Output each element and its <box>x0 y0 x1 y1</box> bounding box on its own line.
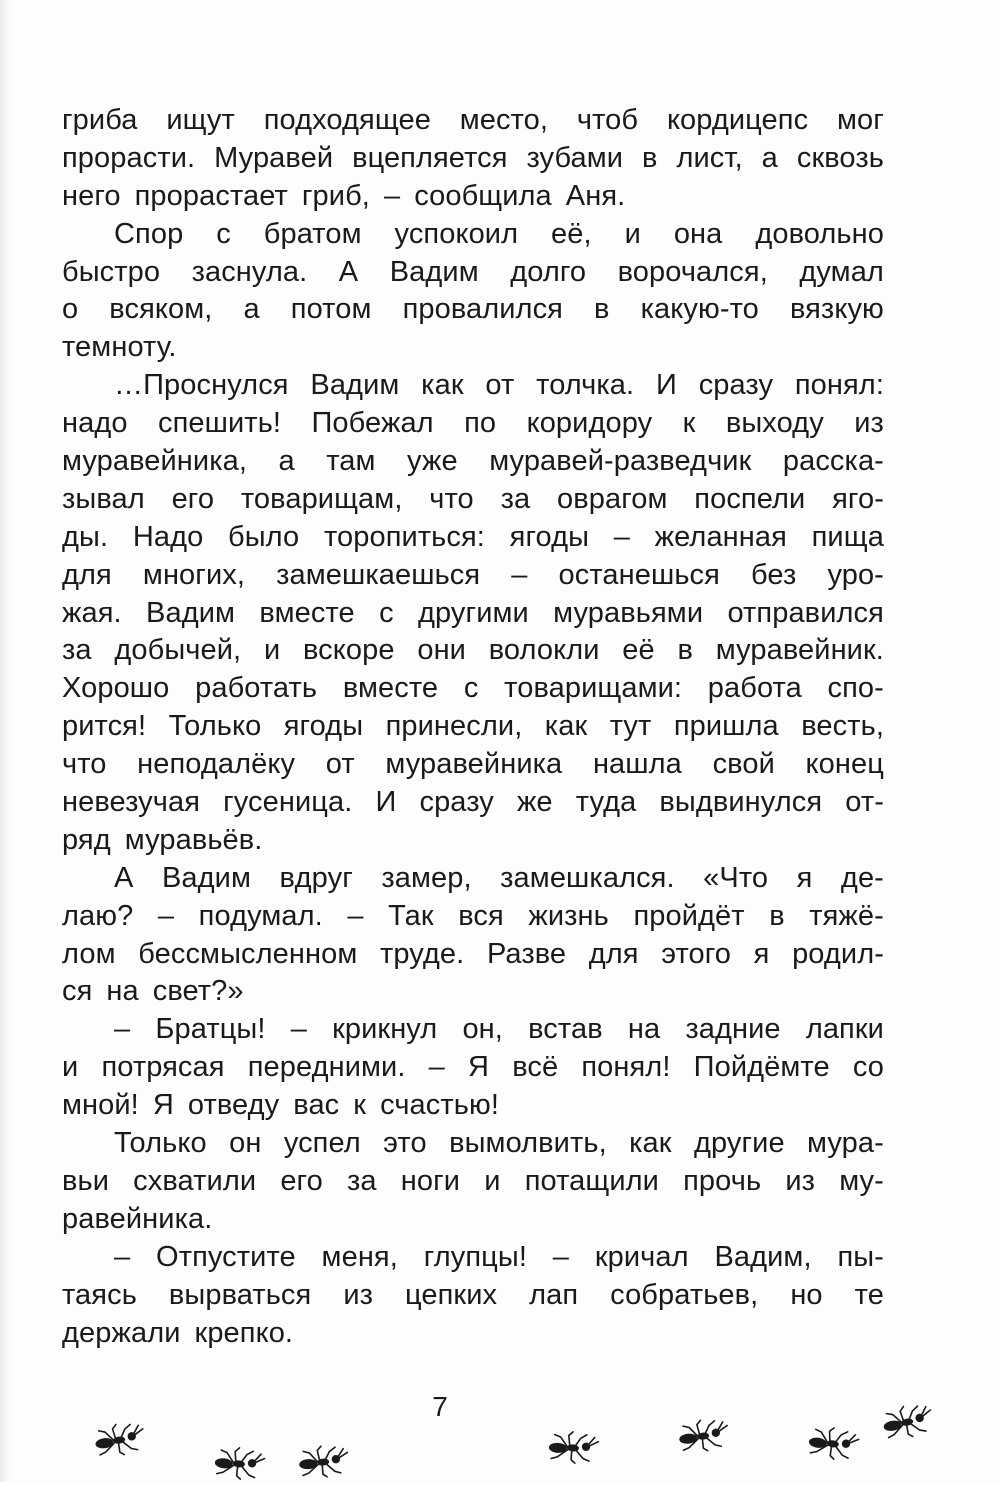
word: Аня. <box>565 179 626 212</box>
word: в <box>642 141 658 174</box>
word: цепких <box>405 1278 498 1311</box>
word: Разве <box>486 937 567 970</box>
word: этого <box>661 937 732 970</box>
word: к <box>353 1089 367 1122</box>
word: с <box>463 672 479 705</box>
word: лом <box>62 937 116 970</box>
word: по <box>464 407 497 440</box>
word: за <box>500 482 531 515</box>
word: – <box>347 899 364 932</box>
text-line <box>62 1163 884 1201</box>
word: счастью! <box>380 1089 499 1122</box>
word: Хорошо <box>62 672 170 705</box>
word: спо- <box>827 672 884 705</box>
word: держали <box>62 1316 181 1349</box>
word: Братцы! <box>155 1013 266 1046</box>
word: замешкаешься <box>276 558 481 591</box>
word: многих, <box>142 558 246 591</box>
word: гриба <box>62 104 138 136</box>
word: и <box>484 1164 501 1197</box>
word: кричал <box>594 1240 689 1273</box>
word: за <box>62 634 92 667</box>
word: пища <box>811 520 884 553</box>
word: равейника. <box>62 1202 213 1235</box>
text-line <box>62 1277 884 1315</box>
word: жая. <box>62 596 122 629</box>
text-line <box>62 1049 884 1087</box>
word: а <box>761 141 778 174</box>
word: с <box>379 596 394 629</box>
word: как <box>629 1127 672 1160</box>
word: Отпустите <box>156 1240 296 1273</box>
word: Только <box>114 1127 207 1160</box>
word: муравейника, <box>62 445 248 478</box>
word: в <box>594 293 610 326</box>
word: муравьёв. <box>124 823 263 856</box>
word: на <box>106 975 139 1008</box>
word: успокоил <box>394 217 519 250</box>
text-line <box>62 519 884 557</box>
word: ягоды <box>283 710 364 743</box>
word: свет?» <box>152 975 244 1008</box>
word: добычей, <box>114 634 242 667</box>
word: Я <box>468 1051 490 1084</box>
word: вместе <box>259 596 355 629</box>
word: Я <box>152 1089 174 1122</box>
word: заснула. <box>191 255 308 288</box>
word: и <box>263 634 281 667</box>
word: ворочался, <box>617 255 768 288</box>
word: пройдёт <box>633 899 745 932</box>
word: – <box>383 179 401 212</box>
word: Только <box>168 710 262 743</box>
word: чтоб <box>576 104 639 136</box>
word: прочь <box>683 1164 762 1197</box>
word: вся <box>458 899 504 932</box>
word: – <box>114 1240 131 1273</box>
word: в <box>769 899 785 932</box>
word: Пойдёмте <box>693 1051 830 1084</box>
word: А <box>114 861 134 894</box>
word: муравейник. <box>715 634 884 667</box>
word: он, <box>462 1013 503 1046</box>
word: всяком, <box>109 293 213 326</box>
word: невезучая <box>62 786 201 819</box>
word: Вадим <box>389 255 479 288</box>
word: а <box>278 445 295 478</box>
word: Так <box>388 899 434 932</box>
word: там <box>326 445 376 478</box>
word: всё <box>512 1051 559 1084</box>
page-number: 7 <box>432 1391 448 1422</box>
word: останешься <box>558 558 720 591</box>
word: мной! <box>62 1089 139 1122</box>
word: его <box>280 1164 323 1197</box>
ant-icon <box>804 1422 864 1463</box>
word: надо <box>62 407 128 440</box>
text-line <box>62 1011 884 1049</box>
word: из <box>785 1164 816 1197</box>
word: на <box>627 1013 661 1046</box>
ant-icon <box>210 1443 269 1483</box>
word: яго- <box>832 482 884 515</box>
word: – <box>613 520 630 553</box>
word: нашла <box>592 748 682 781</box>
word: товарищам, <box>240 482 403 515</box>
word: Побежал <box>311 407 434 440</box>
word: лапки <box>805 1013 884 1046</box>
word: встав <box>528 1013 603 1046</box>
word: потрясая <box>101 1051 225 1084</box>
word: Вадим <box>146 596 236 629</box>
ant-icon <box>545 1428 603 1466</box>
word: мог <box>837 104 884 136</box>
word: без <box>751 558 797 591</box>
text-line <box>62 367 884 405</box>
word: от <box>325 748 355 781</box>
word: Спор <box>114 217 184 250</box>
text-line <box>62 254 884 292</box>
word: волокли <box>488 634 600 667</box>
word: вырваться <box>168 1278 312 1311</box>
word: довольно <box>755 217 884 250</box>
word: уро- <box>827 558 884 591</box>
word: выдвинулся <box>659 786 823 819</box>
word: муравейника <box>385 748 563 781</box>
page-edge-shadow <box>0 0 10 1482</box>
word: как <box>544 710 588 743</box>
word: от <box>485 369 515 402</box>
word: пы- <box>837 1240 884 1273</box>
word: задние <box>685 1013 781 1046</box>
word: прорастает <box>134 179 288 212</box>
word: – <box>114 1013 131 1046</box>
word: тут <box>609 710 652 743</box>
word: другими <box>418 596 529 629</box>
word: темноту. <box>62 331 177 364</box>
word: но <box>790 1278 823 1311</box>
word: муравьями <box>553 596 704 629</box>
word: А <box>338 255 359 288</box>
text-line <box>62 291 884 329</box>
text-line <box>62 1315 884 1353</box>
word: о <box>62 293 79 326</box>
word: Вадим <box>310 369 400 402</box>
paragraph <box>62 367 884 860</box>
word: зубами <box>526 141 624 174</box>
text-line <box>62 443 884 481</box>
word: работать <box>195 672 318 705</box>
paragraph <box>62 216 884 368</box>
word: лаю? <box>62 899 134 932</box>
word: понял! <box>581 1051 671 1084</box>
word: провалился <box>402 293 563 326</box>
word: его <box>171 482 215 515</box>
word: для <box>62 558 112 591</box>
word: думал <box>799 255 884 288</box>
word: подумал. <box>198 899 323 932</box>
word: она <box>673 217 723 250</box>
word: оврагом <box>557 482 668 515</box>
word: успел <box>283 1127 361 1160</box>
word: вцепляется <box>352 141 508 174</box>
word: ягоды <box>509 520 590 553</box>
word: вас <box>293 1089 340 1122</box>
word: вместе <box>342 672 439 705</box>
word: кордицепс <box>666 104 809 136</box>
word: муравей-разведчик <box>489 445 752 478</box>
word: как <box>421 369 464 402</box>
word: родил- <box>792 937 884 970</box>
ant-icon <box>674 1415 733 1455</box>
word: коридору <box>526 407 653 440</box>
text-line <box>62 1201 884 1239</box>
word: быстро <box>62 255 161 288</box>
word: замешкался. <box>500 861 675 894</box>
word: принесли, <box>385 710 523 743</box>
word: выходу <box>725 407 824 440</box>
word: весть, <box>801 710 884 743</box>
word: И <box>655 369 677 402</box>
word: для <box>588 937 639 970</box>
text-line <box>62 822 884 860</box>
word: за <box>346 1164 377 1197</box>
word: же <box>516 786 553 819</box>
text-line <box>62 1125 884 1163</box>
word: труде. <box>379 937 465 970</box>
paragraph <box>62 1011 884 1125</box>
word: рится! <box>62 710 147 743</box>
word: неподалёку <box>137 748 296 781</box>
word: толчка. <box>536 369 635 402</box>
word: меня, <box>321 1240 398 1273</box>
text-line <box>62 140 884 178</box>
word: ды. <box>62 520 109 553</box>
text-line <box>62 860 884 898</box>
word: Вадим, <box>714 1240 812 1273</box>
word: пришла <box>673 710 779 743</box>
word: те <box>854 1278 884 1311</box>
word: потащили <box>524 1164 659 1197</box>
word: место, <box>459 104 549 136</box>
word: вязкую <box>789 293 884 326</box>
word: гусеница. <box>223 786 353 819</box>
word: её <box>622 634 655 667</box>
word: отведу <box>187 1089 280 1122</box>
word: ся <box>62 975 93 1008</box>
paragraph <box>62 1239 884 1353</box>
word: братом <box>263 217 362 250</box>
word: долго <box>510 255 587 288</box>
word: товарищами: <box>504 672 683 705</box>
word: сразу <box>698 369 774 402</box>
word: отправился <box>727 596 884 629</box>
word: лап <box>529 1278 579 1311</box>
word: вскоре <box>303 634 395 667</box>
text-line <box>62 102 884 140</box>
word: с <box>216 217 231 250</box>
word: вьи <box>62 1164 110 1197</box>
word: жизнь <box>528 899 609 932</box>
text-line <box>62 405 884 443</box>
word: собратьев, <box>610 1278 759 1311</box>
word: другие <box>693 1127 785 1160</box>
word: вымолвить, <box>449 1127 607 1160</box>
text-line <box>62 178 884 216</box>
word: уже <box>407 445 458 478</box>
word: понял: <box>794 369 884 402</box>
word: торопиться: <box>323 520 485 553</box>
word: я <box>796 861 813 894</box>
word: к <box>682 407 696 440</box>
word: подходящее <box>263 104 431 136</box>
word: ноги <box>400 1164 461 1197</box>
word: и <box>62 1051 79 1084</box>
word: какую-то <box>640 293 759 326</box>
word: они <box>417 634 466 667</box>
word: ищут <box>166 104 235 136</box>
word: сразу <box>419 786 494 819</box>
word: сквозь <box>796 141 884 174</box>
word: бессмысленном <box>138 937 358 970</box>
word: му- <box>839 1164 884 1197</box>
paragraph <box>62 102 884 216</box>
word: передними. <box>247 1051 406 1084</box>
word: – <box>157 899 175 932</box>
text-line <box>62 1087 884 1125</box>
ant-icon <box>295 1442 353 1480</box>
text-line <box>62 670 884 708</box>
word: – <box>552 1240 570 1273</box>
word: – <box>511 558 528 591</box>
word: туда <box>575 786 637 819</box>
word: замер, <box>381 861 472 894</box>
word: из <box>343 1278 374 1311</box>
word: – <box>290 1013 307 1046</box>
text-line <box>62 632 884 670</box>
word: работа <box>707 672 802 705</box>
paragraph <box>62 1125 884 1239</box>
ant-border <box>0 1400 1000 1482</box>
word: глупцы! <box>423 1240 527 1273</box>
word: что <box>62 748 107 781</box>
word: желанная <box>654 520 787 553</box>
word: конец <box>805 748 884 781</box>
word: схватили <box>133 1164 257 1197</box>
word: а <box>243 293 260 326</box>
word: – <box>428 1051 445 1084</box>
word: что <box>429 482 474 515</box>
text-line <box>62 216 884 254</box>
text-line <box>62 936 884 974</box>
word: прорасти. <box>62 141 196 174</box>
text-line <box>62 708 884 746</box>
word: сообщила <box>414 179 552 212</box>
word: Муравей <box>214 141 334 174</box>
text-line <box>62 595 884 633</box>
text-line <box>62 973 884 1011</box>
word: её, <box>551 217 592 250</box>
word: Вадим <box>161 861 251 894</box>
word: он <box>229 1127 262 1160</box>
word: крикнул <box>332 1013 438 1046</box>
word: зывал <box>62 482 145 515</box>
word: от- <box>845 786 884 819</box>
text-line <box>62 784 884 822</box>
word: свой <box>712 748 775 781</box>
word: спешить! <box>158 407 282 440</box>
text-line <box>62 329 884 367</box>
word: я <box>753 937 770 970</box>
body-text <box>62 102 884 1352</box>
word: лист, <box>676 141 743 174</box>
ant-icon <box>90 1418 150 1459</box>
word: …Проснулся <box>114 369 289 402</box>
word: мура- <box>807 1127 884 1160</box>
word: тяжё- <box>809 899 884 932</box>
word: таясь <box>62 1278 137 1311</box>
word: это <box>383 1127 427 1160</box>
word: было <box>228 520 300 553</box>
word: расска- <box>782 445 884 478</box>
word: со <box>852 1051 884 1084</box>
word: крепко. <box>194 1316 294 1349</box>
word: Надо <box>132 520 204 553</box>
ant-icon <box>877 1399 938 1442</box>
word: гриб, <box>301 179 370 212</box>
text-line <box>62 898 884 936</box>
word: ряд <box>62 823 111 856</box>
text-line <box>62 481 884 519</box>
word: потом <box>290 293 372 326</box>
word: и <box>624 217 641 250</box>
paragraph <box>62 860 884 1012</box>
word: поспели <box>694 482 806 515</box>
word: него <box>62 179 121 212</box>
word: вдруг <box>279 861 353 894</box>
text-line <box>62 557 884 595</box>
word: И <box>375 786 397 819</box>
word: «Что <box>703 861 769 894</box>
word: из <box>854 407 884 440</box>
word: в <box>677 634 694 667</box>
text-line <box>62 746 884 784</box>
word: де- <box>840 861 884 894</box>
text-line <box>62 1239 884 1277</box>
